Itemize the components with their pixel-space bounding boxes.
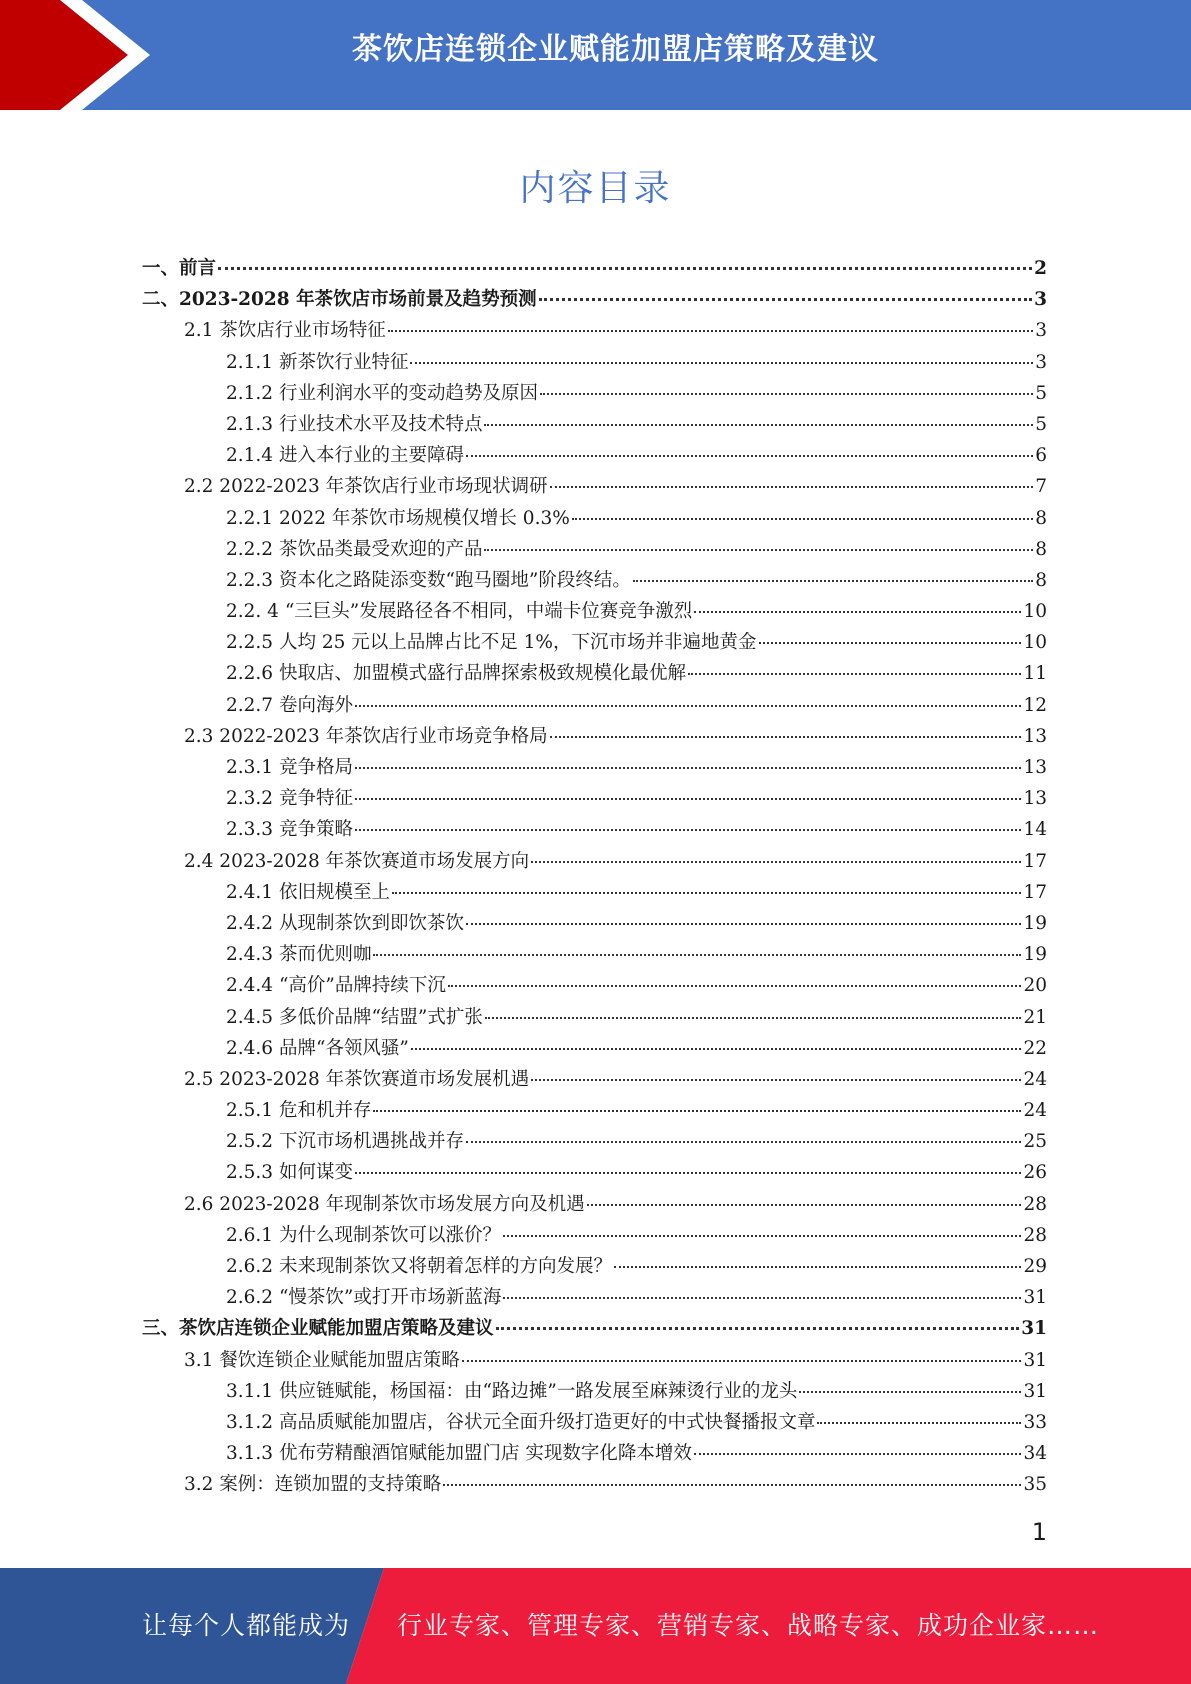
toc-entry-label: 2.4.5 多低价品牌“结盟”式扩张: [226, 1006, 483, 1028]
toc-entry[interactable]: [142, 348, 1047, 379]
toc-entry[interactable]: [142, 441, 1047, 472]
toc-entry-page: 22: [1023, 1037, 1047, 1059]
toc-entry-page: 19: [1023, 944, 1047, 966]
toc-entry-page: 24: [1023, 1100, 1047, 1122]
toc-entry-label: 2.6.2 “慢茶饮”或打开市场新蓝海: [226, 1287, 502, 1309]
toc-dot-leader: [759, 642, 1022, 644]
toc-dot-leader: [496, 1327, 1020, 1330]
toc-dot-leader: [462, 1360, 1022, 1362]
toc-entry-label: 2.5.1 危和机并存: [226, 1100, 372, 1122]
toc-entry-page: 26: [1023, 1162, 1047, 1184]
toc-entry-label: 2.1.4 进入本行业的主要障碍: [226, 445, 464, 467]
toc-entry-page: 33: [1023, 1411, 1047, 1433]
toc-entry[interactable]: [142, 1003, 1047, 1034]
toc-entry-page: 31: [1023, 1349, 1047, 1371]
toc-entry-label: 3.1.2 高品质赋能加盟店，谷状元全面升级打造更好的中式快餐播报文章: [226, 1411, 816, 1433]
toc-dot-leader: [817, 1422, 1021, 1424]
toc-entry[interactable]: [142, 628, 1047, 659]
toc-dot-leader: [466, 1141, 1021, 1143]
toc-entry[interactable]: [142, 1221, 1047, 1252]
toc-entry[interactable]: [142, 784, 1047, 815]
toc-entry[interactable]: [142, 878, 1047, 909]
toc-entry[interactable]: [142, 753, 1047, 784]
toc-entry[interactable]: [142, 1096, 1047, 1127]
toc-entry-page: 31: [1023, 1380, 1047, 1402]
toc-dot-leader: [614, 1266, 1021, 1268]
toc-entry-label: 2.2.1 2022 年茶饮市场规模仅增长 0.3%: [226, 507, 570, 529]
toc-entry-label: 2.5.2 下沉市场机遇挑战并存: [226, 1131, 464, 1153]
page-number: 1: [1031, 1518, 1047, 1546]
toc-entry-label: 2.6.2 未来现制茶饮又将朝着怎样的方向发展？: [226, 1256, 612, 1277]
toc-entry-page: 13: [1023, 788, 1047, 810]
toc-entry-page: 3: [1035, 320, 1047, 342]
toc-dot-leader: [484, 424, 1033, 426]
toc-entry-page: 13: [1023, 725, 1047, 747]
toc-entry-page: 7: [1035, 476, 1047, 498]
toc-entry-label: 2.4.2 从现制茶饮到即饮茶饮: [226, 912, 464, 934]
toc-entry-page: 21: [1023, 1006, 1047, 1028]
footer-slogan-left: 让每个人都能成为: [142, 1611, 351, 1640]
toc-dot-leader: [688, 673, 1021, 675]
toc-dot-leader: [466, 455, 1033, 457]
toc-entry[interactable]: [142, 472, 1047, 503]
toc-dot-leader: [443, 1484, 1021, 1486]
toc-entry-page: 3: [1035, 351, 1047, 373]
footer-banner: [0, 1568, 1191, 1684]
toc-entry[interactable]: [142, 1439, 1047, 1470]
toc-entry-page: 3: [1034, 289, 1047, 311]
toc-entry-page: 17: [1023, 850, 1047, 872]
toc-entry-page: 28: [1023, 1224, 1047, 1246]
toc-entry[interactable]: [142, 1034, 1047, 1065]
toc-dot-leader: [485, 1017, 1022, 1019]
toc-entry[interactable]: [142, 847, 1047, 878]
toc-entry[interactable]: [142, 971, 1047, 1002]
toc-entry-label: 2.3.2 竞争特征: [226, 788, 353, 810]
toc-dot-leader: [799, 1391, 1021, 1393]
toc-entry[interactable]: [142, 1377, 1047, 1408]
toc-entry[interactable]: [142, 504, 1047, 535]
toc-entry-page: 28: [1023, 1193, 1047, 1215]
toc-entry-label: 2.2.2 茶饮品类最受欢迎的产品: [226, 538, 483, 560]
toc-dot-leader: [355, 1172, 1022, 1174]
toc-entry-page: 6: [1035, 445, 1047, 467]
toc-entry-label: 3.1 餐饮连锁企业赋能加盟店策略: [184, 1349, 460, 1371]
toc-entry-page: 35: [1023, 1474, 1047, 1496]
toc-entry-label: 2.5.3 如何谋变: [226, 1162, 353, 1184]
toc-entry-page: 29: [1023, 1256, 1047, 1277]
toc-entry-page: 13: [1023, 757, 1047, 778]
toc-entry[interactable]: [142, 254, 1047, 285]
toc-dot-leader: [355, 705, 1022, 707]
toc-entry[interactable]: [142, 1314, 1047, 1345]
toc-dot-leader: [392, 892, 1021, 894]
toc-entry[interactable]: [142, 566, 1047, 597]
toc-entry-label: 3.2 案例：连锁加盟的支持策略: [184, 1474, 442, 1496]
toc-entry-page: 20: [1023, 975, 1047, 997]
toc-entry[interactable]: [142, 1158, 1047, 1189]
toc-entry-label: 2.4.6 品牌“各领风骚”: [226, 1037, 409, 1059]
toc-dot-leader: [572, 518, 1033, 520]
toc-entry-page: 2: [1034, 258, 1047, 279]
toc-dot-leader: [466, 923, 1021, 925]
toc-entry[interactable]: [142, 597, 1047, 628]
toc-entry-page: 10: [1023, 632, 1047, 654]
toc-entry-page: 11: [1023, 663, 1047, 685]
toc-entry[interactable]: [142, 722, 1047, 753]
toc-entry-label: 2.2.3 资本化之路陡添变数“跑马圈地”阶段终结。: [226, 569, 631, 591]
toc-entry-page: 8: [1035, 569, 1047, 591]
toc-heading: 内容目录: [519, 168, 672, 209]
toc-entry-label: 2.5 2023-2028 年茶饮赛道市场发展机遇: [184, 1068, 530, 1090]
toc-entry-page: 34: [1023, 1443, 1047, 1465]
toc-entry[interactable]: [142, 659, 1047, 690]
toc-entry[interactable]: [142, 1470, 1047, 1501]
toc-dot-leader: [218, 267, 1032, 270]
toc-entry-page: 8: [1035, 507, 1047, 529]
toc-entry[interactable]: [142, 1190, 1047, 1221]
toc-entry[interactable]: [142, 1346, 1047, 1377]
toc-entry-page: 12: [1023, 694, 1047, 716]
table-of-contents: [142, 254, 1047, 1502]
toc-entry-page: 5: [1035, 413, 1047, 435]
header-banner: [0, 0, 1191, 110]
toc-entry-page: 5: [1035, 382, 1047, 404]
toc-entry-page: 31: [1021, 1318, 1047, 1340]
toc-dot-leader: [373, 1110, 1021, 1112]
toc-entry-label: 2.6 2023-2028 年现制茶饮市场发展方向及机遇: [184, 1193, 585, 1215]
toc-entry-label: 2.4.4 “高价”品牌持续下沉: [226, 975, 446, 997]
toc-entry[interactable]: [142, 1283, 1047, 1314]
toc-entry-label: 3.1.3 优布劳精酿酒馆赋能加盟门店 实现数字化降本增效: [226, 1443, 692, 1465]
toc-dot-leader: [540, 393, 1033, 395]
toc-dot-leader: [531, 861, 1021, 863]
toc-entry-label: 2.3 2022-2023 年茶饮店行业市场竞争格局: [184, 725, 548, 747]
toc-entry-page: 19: [1023, 912, 1047, 934]
toc-entry-page: 10: [1023, 601, 1047, 623]
toc-dot-leader: [388, 330, 1033, 332]
toc-entry[interactable]: [142, 379, 1047, 410]
toc-entry[interactable]: [142, 410, 1047, 441]
toc-dot-leader: [411, 1048, 1022, 1050]
toc-entry[interactable]: [142, 535, 1047, 566]
toc-entry-page: 14: [1023, 819, 1047, 841]
toc-entry-label: 2.1.2 行业利润水平的变动趋势及原因: [226, 382, 538, 404]
toc-entry-label: 一、前言: [142, 258, 217, 279]
toc-dot-leader: [694, 611, 1021, 613]
toc-entry[interactable]: [142, 691, 1047, 722]
toc-entry-label: 3.1.1 供应链赋能，杨国福：由“路边摊”一路发展至麻辣烫行业的龙头: [226, 1380, 798, 1402]
toc-dot-leader: [484, 549, 1033, 551]
toc-entry-page: 8: [1035, 538, 1047, 560]
toc-dot-leader: [448, 985, 1022, 987]
toc-entry[interactable]: [142, 1408, 1047, 1439]
toc-dot-leader: [539, 298, 1033, 301]
toc-entry[interactable]: [142, 909, 1047, 940]
toc-dot-leader: [410, 362, 1033, 364]
toc-entry-label: 2.6.1 为什么现制茶饮可以涨价？: [226, 1224, 501, 1246]
toc-dot-leader: [550, 486, 1034, 488]
toc-entry[interactable]: [142, 1065, 1047, 1096]
toc-dot-leader: [633, 580, 1033, 582]
toc-dot-leader: [355, 798, 1022, 800]
toc-dot-leader: [694, 1453, 1022, 1455]
toc-entry-page: 25: [1023, 1131, 1047, 1153]
toc-entry[interactable]: [142, 285, 1047, 316]
toc-entry-label: 2.3.3 竞争策略: [226, 819, 353, 841]
toc-entry-label: 2.4 2023-2028 年茶饮赛道市场发展方向: [184, 850, 530, 872]
toc-entry[interactable]: [142, 1252, 1047, 1283]
toc-entry-label: 2.2.7 卷向海外: [226, 694, 353, 716]
toc-dot-leader: [355, 829, 1022, 831]
toc-dot-leader: [550, 736, 1022, 738]
toc-entry-label: 2.3.1 竞争格局: [226, 757, 353, 778]
footer-slogan-right: 行业专家、管理专家、营销专家、战略专家、成功企业家……: [397, 1611, 1100, 1640]
toc-entry-label: 2.2.5 人均 25 元以上品牌占比不足 1%，下沉市场并非遍地黄金: [226, 632, 757, 654]
toc-dot-leader: [503, 1235, 1021, 1237]
toc-dot-leader: [355, 767, 1022, 769]
toc-entry[interactable]: [142, 940, 1047, 971]
toc-dot-leader: [503, 1297, 1021, 1299]
toc-entry-label: 2.4.1 依旧规模至上: [226, 881, 390, 903]
toc-entry-label: 2.1 茶饮店行业市场特征: [184, 320, 386, 342]
toc-entry-label: 三、茶饮店连锁企业赋能加盟店策略及建议: [142, 1318, 494, 1340]
toc-dot-leader: [531, 1079, 1021, 1081]
document-title: 茶饮店连锁企业赋能加盟店策略及建议: [352, 32, 879, 67]
toc-entry-label: 二、2023-2028 年茶饮店市场前景及趋势预测: [142, 289, 537, 311]
toc-entry[interactable]: [142, 815, 1047, 846]
toc-entry-page: 24: [1023, 1068, 1047, 1090]
toc-entry-label: 2.1.3 行业技术水平及技术特点: [226, 413, 483, 435]
toc-entry-label: 2.1.1 新茶饮行业特征: [226, 351, 409, 373]
toc-entry-label: 2.2. 4 “三巨头”发展路径各不相同，中端卡位赛竞争激烈: [226, 601, 693, 623]
toc-dot-leader: [373, 954, 1021, 956]
toc-entry-page: 31: [1023, 1287, 1047, 1309]
toc-entry-page: 17: [1023, 881, 1047, 903]
toc-dot-leader: [587, 1204, 1022, 1206]
toc-entry-label: 2.2.6 快取店、加盟模式盛行品牌探索极致规模化最优解: [226, 663, 686, 685]
toc-entry-label: 2.2 2022-2023 年茶饮店行业市场现状调研: [184, 476, 548, 498]
toc-entry-label: 2.4.3 茶而优则咖: [226, 944, 372, 966]
toc-entry[interactable]: [142, 316, 1047, 347]
toc-entry[interactable]: [142, 1127, 1047, 1158]
